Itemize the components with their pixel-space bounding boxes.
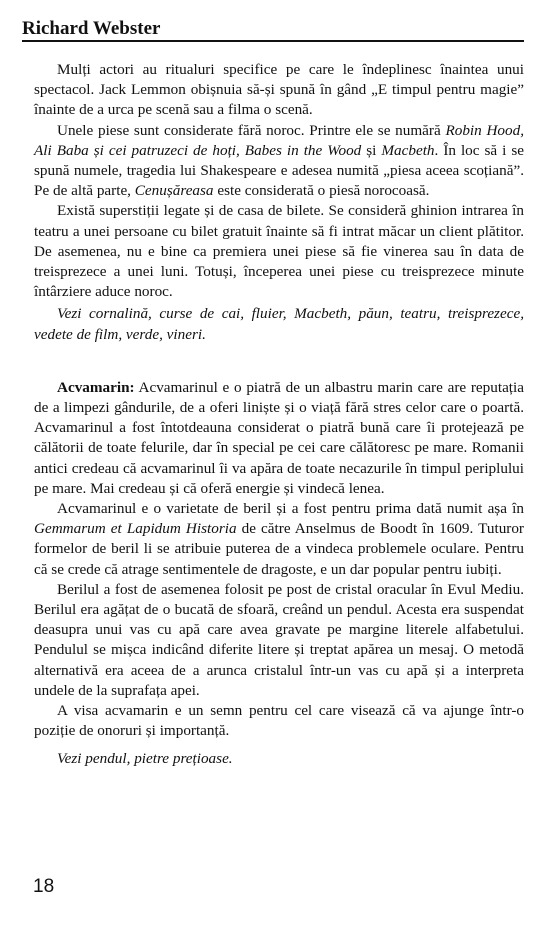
entry-acvamarin bbox=[34, 378, 524, 499]
paragraph-unlucky-plays bbox=[34, 121, 524, 202]
entry-term: Acvamarin: bbox=[57, 378, 135, 396]
book-title: Gemmarum et Lapidum Historia bbox=[34, 520, 237, 538]
paragraph-beryl-oracle: Berilul a fost de asemenea folosit pe post de cristal oracular în Evul Mediu. Berilul era agățat de o bucată de sfoară, creând un pendul. Acesta era suspendat deasupra unui vas cu apă care avea gravate pe margine literele alfabetului. Pendulul se mișca indicând diferite litere și treptat apărea un mesaj. O metodă alternativă era aceea de a arunca cristalul într-un vas cu apă și a interpreta undele de la suprafața apei. bbox=[34, 580, 524, 699]
running-header bbox=[22, 18, 524, 42]
paragraph-beryl-variety bbox=[34, 499, 524, 580]
paragraph-text: și bbox=[361, 141, 382, 159]
play-title-cinderella: Cenușăreasa bbox=[134, 182, 214, 200]
paragraph-actor-rituals: Mulți actori au ritualuri specifice pe care le îndeplinesc înaintea unui spectacol. Jack Lemmon obișnuia să-și spună în gând „E timpul pentru magie” înainte de a urca pe scenă sau a filma o scenă. bbox=[34, 61, 524, 119]
see-also-acvamarin bbox=[34, 749, 524, 769]
paragraph-dream-meaning: A visa acvamarin e un semn pentru cel care visează că va ajunge într-o poziție de onoruri și importanță. bbox=[34, 702, 524, 740]
page-number: 18 bbox=[33, 876, 55, 897]
play-title-macbeth: Macbeth bbox=[381, 141, 435, 159]
page-body bbox=[34, 60, 524, 769]
paragraph-text: Unele piese sunt considerate fără noroc. Printre ele se numără bbox=[57, 121, 446, 139]
see-also-text: Vezi cornalină, curse de cai, fluier, Macbeth, păun, teatru, treisprezece, vedete de film, verde, vineri. bbox=[34, 305, 524, 343]
paragraph-text: de către Anselmus de Boodt în 1609. Tuturor formelor de beril li se atribuie puterea de a vindeca problemele oculare. Pentru că se crede că atrage sentimentele de dragoste, e un dar popular pentru iubiți. bbox=[34, 520, 524, 578]
paragraph-text: . În loc să i se spună numele, tragedia lui Shakespeare e adesea numită „piesa aceea scoțiană”. Pe de altă parte, bbox=[34, 141, 524, 200]
play-titles: Robin Hood, Ali Baba și cei patruzeci de hoți, Babes in the Wood bbox=[34, 121, 525, 159]
entry-definition: Acvamarinul e o piatră de un albastru marin care are reputația de a limpezi gândurile, de a oferi liniște și o viață fără stres celor care o poartă. Acvamarinul a fost întotdeauna considerat o piatră bună care îi protejează pe călătorii de toate felurile, dar în special pe cei care călătoresc pe mare. Romanii antici credeau că acvamarinul îi va apăra de toate necazurile în timpul periplului pe mare. Mai credeau și că oferă energie și vindecă lenea. bbox=[34, 378, 524, 497]
paragraph-text: Acvamarinul e o varietate de beril și a fost pentru prima dată numit așa în bbox=[57, 500, 524, 518]
see-also-text: Vezi pendul, pietre prețioase. bbox=[57, 749, 233, 767]
header-author-title: Richard Webster bbox=[22, 18, 161, 39]
paragraph-box-office: Există superstiții legate și de casa de bilete. Se consideră ghinion intrarea în teatru a unei persoane cu bilet gratuit înainte să fi intrat măcar un client plătitor. De asemenea, nu e bine ca premiera unei piese să fie vinerea sau în data de treisprezece a unei luni. Totuși, începerea unei piese cu treisprezece minute întârziere aduce noroc. bbox=[34, 202, 524, 301]
paragraph-text: este considerată o piesă norocoasă. bbox=[213, 182, 430, 200]
see-also-theatre bbox=[34, 304, 524, 344]
